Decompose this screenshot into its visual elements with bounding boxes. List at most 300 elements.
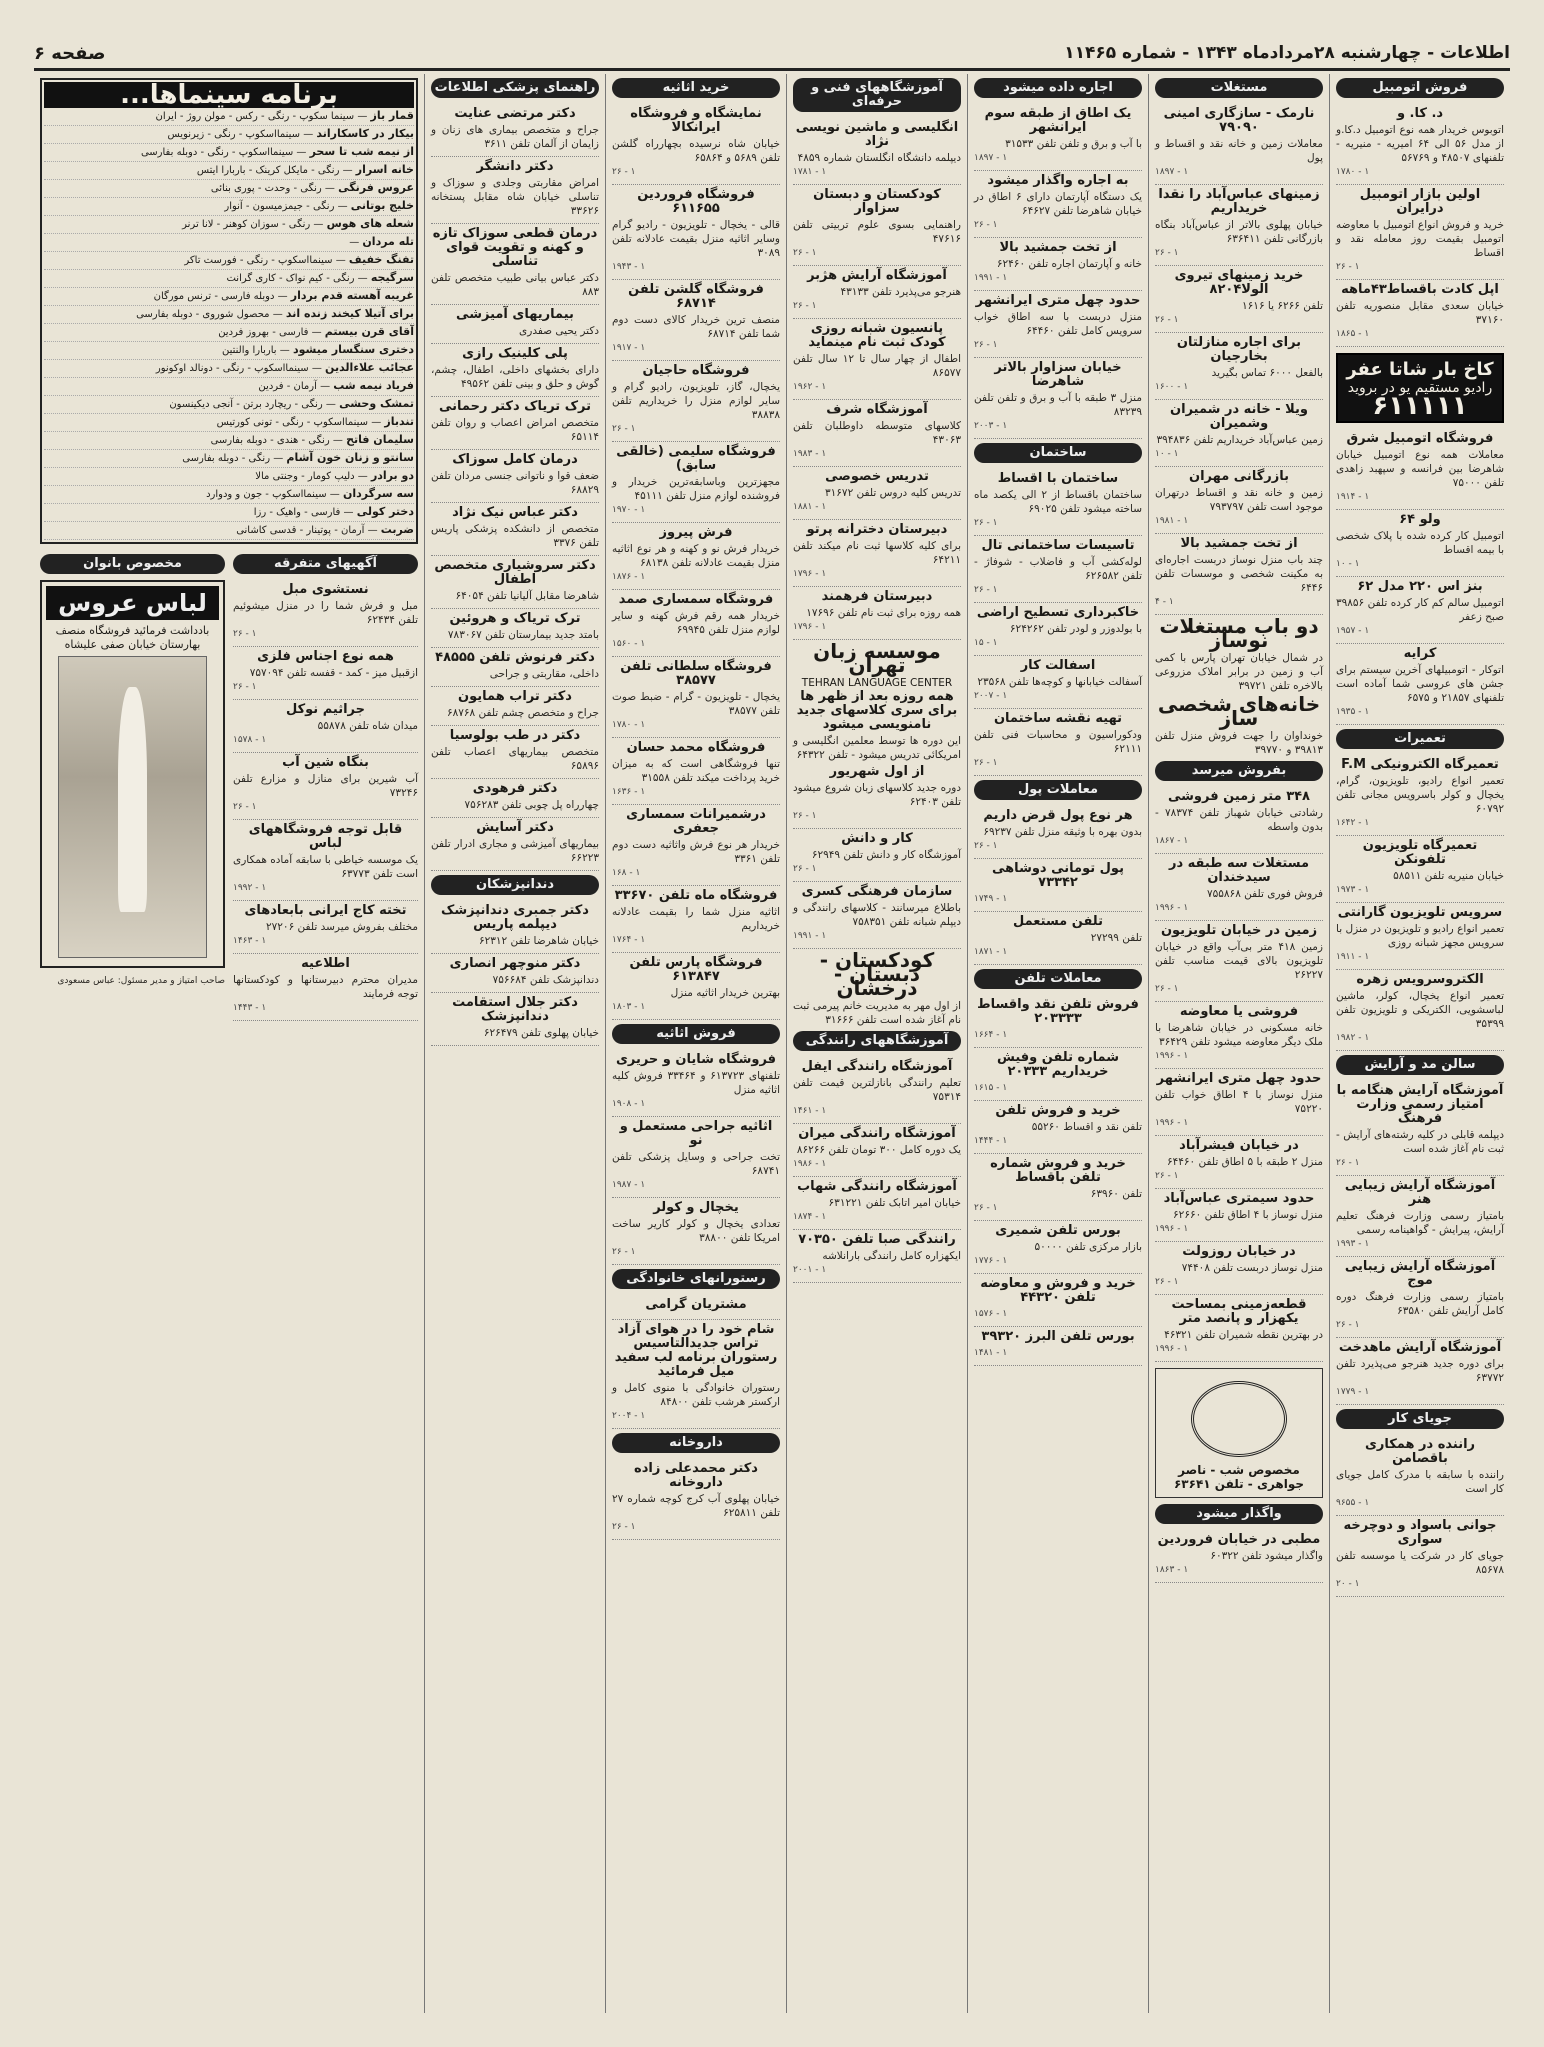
ad-code: ۱ - ۱۸۸۱	[793, 502, 827, 512]
ad-title: پول تومانی دوشاهی ۷۳۳۴۲	[992, 861, 1124, 890]
classified-ad	[612, 104, 780, 185]
ad-code: ۱ - ۱۰	[1336, 559, 1360, 569]
ad-title: بورس تلفن شمیری	[995, 1223, 1121, 1238]
ad-title: اسفالت کار	[1020, 658, 1096, 673]
ad-title: کودکستان و دبستان سزاوار	[813, 187, 941, 216]
language-center-headline: همه روزه بعد از ظهر ها برای سری کلاسهای جدید نامنویسی میشود	[796, 689, 958, 732]
ad-title: ترک تریاک و هروئین	[449, 611, 581, 626]
ad-code: ۱ - ۲۶	[1155, 248, 1179, 258]
classified-ad	[1336, 903, 1504, 970]
section-head: راهنمای پزشکی اطلاعات	[431, 78, 599, 98]
ad-body: فروش فوری تلفن ۷۵۵۸۶۸	[1207, 888, 1323, 900]
ad-title: دکتر دانشگر	[476, 159, 554, 174]
ad-body: تعلیم رانندگی بانازلترین قیمت تلفن ۷۵۳۱۴	[793, 1077, 961, 1103]
ad-list	[1155, 787, 1323, 1362]
column-real-estate	[1148, 74, 1329, 2013]
cinema-list	[44, 108, 414, 540]
logo-ad	[1155, 1368, 1323, 1498]
ad-body: آب شیرین برای منازل و مزارع تلفن ۷۳۲۴۶	[233, 773, 418, 799]
ad-title: نمایشگاه و فروشگاه ایرانکالا	[630, 106, 762, 135]
ad-body: ایکهزاره کامل رانندگی بارانلاشه	[822, 1250, 961, 1262]
ad-body: تعمیر انواع رادیو و تلویزیون در منزل با سرویس مجهز شبانه روزی	[1336, 923, 1504, 949]
classified-ad	[1155, 1242, 1323, 1295]
ad-title: قطعه‌زمینی بمساحت یکهزار و پانصد متر	[1171, 1297, 1307, 1326]
boxed-ad-line1: کاخ بار شاتا عفر	[1346, 359, 1494, 380]
ad-body: دیپلمه دانشگاه انگلستان شماره ۴۸۵۹	[797, 152, 961, 164]
ad-body: تخت جراحی و وسایل پزشکی تلفن ۶۸۷۴۱	[612, 1151, 780, 1177]
ad-body: منزل دربست با سه اطاق خواب سرویس کامل تلفن ۶۴۴۶۰	[974, 311, 1142, 337]
film-info: سینمااسکوپ - رنگی - تونی کورتیس	[216, 417, 369, 428]
ad-title: فروشگاه محمد حسان	[626, 740, 766, 755]
classified-ad	[612, 523, 780, 590]
ad-body: بهترین خریدار اثاثیه منزل	[670, 987, 780, 999]
ad-body: زمین عباس‌آباد خریداریم تلفن ۳۹۴۸۳۶	[1156, 434, 1323, 446]
classified-ad	[612, 886, 780, 953]
ad-body: منزل ۲ طبقه با ۵ اطاق تلفن ۶۴۴۶۰	[1167, 1156, 1323, 1168]
ad-body: با بولدوزر و لودر تلفن ۶۲۴۲۶۲	[1009, 623, 1142, 635]
ad-title: دبیرستان فرهمند	[821, 589, 933, 604]
ad-body: یک دستگاه آپارتمان دارای ۶ اطاق در خیابان شاهرضا تلفن ۶۴۶۲۷	[974, 191, 1143, 217]
ad-title: د. کا. و	[1396, 106, 1444, 121]
ad-code: ۱ - ۲۶	[793, 864, 817, 874]
ad-title: دکتر در طب بولوسیا	[449, 728, 581, 743]
ad-body: یک موسسه خیاطی با سابقه آماده همکاری است تلفن ۶۳۷۷۳	[233, 854, 418, 880]
film-info: رنگی - مایکل کرینک - باربارا ایتس	[196, 165, 340, 176]
ad-body: مدیران محترم دبیرستانها و کودکستانها توجه فرمایند	[233, 974, 418, 1000]
ad-list	[431, 901, 599, 1046]
ad-title: خیابان سزاوار بالاتر شاهرضا	[994, 360, 1122, 389]
ad-code: ۱ - ۲۶	[793, 811, 817, 821]
classified-ad	[431, 450, 599, 503]
ad-code: ۱ - ۲۶	[233, 629, 257, 639]
film-info: رنگی - جیمزمیسون - آنوار	[224, 201, 335, 212]
classified-ad	[1155, 854, 1323, 921]
section-head: فروش اثاثیه	[612, 1024, 780, 1044]
ad-code: ۱ - ۲۶	[974, 758, 998, 768]
column-furniture	[605, 74, 786, 2013]
classified-ad	[1155, 467, 1323, 534]
classified-ad	[612, 805, 780, 886]
cinema-entry: آقای قرن بیستم — فارسی - بهروز فردین	[44, 324, 414, 342]
cinema-entry: سرگیجه — رنگی - کیم نواک - کاری گرانت	[44, 270, 414, 288]
ad-code: ۱ - ۲۶	[1155, 315, 1179, 325]
ad-title: انگلیسی و ماشین نویسی نژاد	[795, 120, 959, 149]
ad-code: ۱ - ۱۹۵۷	[1336, 626, 1370, 636]
ad-title: شماره تلفن وفیش خریداریم ۲۰۳۳۳	[996, 1050, 1120, 1079]
column-cinema	[34, 74, 424, 2013]
ad-title: فروشی یا معاوضه	[1179, 1004, 1299, 1019]
classified-ad	[974, 806, 1142, 859]
classified-ad	[612, 1295, 780, 1320]
ad-body: یخچال - تلویزیون - گرام - ضبط صوت تلفن ۳۸۵۷۷	[612, 691, 780, 717]
ad-code: ۱ - ۲۰	[1336, 1579, 1360, 1589]
ad-body: خیابان پهلوی بالاتر از عباس‌آباد بنگاه بازرگانی تلفن ۶۳۶۴۱۱	[1155, 219, 1323, 245]
ad-code: ۱ - ۲۶	[974, 220, 998, 230]
ad-body: برای کلیه کلاسها ثبت نام میکند تلفن ۶۴۲۱۱	[793, 540, 961, 566]
ad-code: ۱ - ۲۰۰۱	[793, 1265, 827, 1275]
classified-ad	[431, 104, 599, 157]
classified-ad	[1336, 280, 1504, 347]
film-title: شعله های هوس	[326, 217, 414, 230]
cinema-entry: دختر کولی — فارسی - واهیک - رزا	[44, 504, 414, 522]
ad-body: بامتیاز رسمی وزارت فرهنگ تعلیم آرایش، پیرایش - گواهینامه رسمی	[1336, 1210, 1504, 1236]
ad-code: ۱ - ۲۶	[974, 518, 998, 528]
ad-body: مجهزترین وباسابقه‌ترین خریدار و فروشنده لوازم منزل تلفن ۴۵۱۱۱	[612, 476, 780, 502]
classified-ad	[233, 753, 418, 820]
ad-body: منصف ترین خریدار کالای دست دوم شما تلفن ۶۸۷۱۴	[612, 314, 780, 340]
film-info: محصول شوروی - دوبله بفارسی	[136, 309, 270, 320]
classified-ad	[612, 1320, 780, 1429]
ad-title: حدود سیمتری عباس‌آباد	[1163, 1191, 1315, 1206]
cinema-entry: عجائب علاءالدین — سینمااسکوپ - رنگی - دونالد اوکونور	[44, 360, 414, 378]
ad-title: زمین در خیابان تلویزیون	[1160, 923, 1318, 938]
ad-code: ۱ - ۲۶	[1336, 1158, 1360, 1168]
ad-body: امراض مقاربتی وجلدی و سوزاک و تناسلی خیابان شاه مقابل پستخانه ۳۳۶۲۶	[431, 177, 599, 217]
ad-code: ۱ - ۱۶۸	[612, 868, 641, 878]
ad-title: دکتر منوچهر انصاری	[449, 956, 581, 971]
ad-title: اپل کادت باقساط۴۳ماهه	[1341, 282, 1499, 297]
ad-body: تعمیر انواع رادیو، تلویزیون، گرام، یخچال و کولر باسرویس مجانی تلفن ۶۰۷۹۲	[1336, 775, 1504, 815]
ad-code: ۱ - ۱۵۶۰	[612, 639, 646, 649]
ad-title: خاکبرداری تسطیح اراضی	[976, 605, 1140, 620]
film-title: از نیمه شب تا سحر	[309, 145, 414, 158]
ad-code: ۱ - ۱۹۴۳	[612, 262, 646, 272]
page-number: صفحه ۶	[34, 42, 106, 64]
ad-body: تعمیر انواع یخچال، کولر، ماشین لباسشویی، الکتریکی و تلویزیون تلفن ۳۵۳۹۹	[1336, 990, 1504, 1030]
ad-code: ۱ - ۱۹۱۷	[612, 343, 646, 353]
classified-ad	[974, 238, 1142, 291]
section-head: دندانپزشکان	[431, 875, 599, 895]
classified-ad	[793, 1124, 961, 1177]
classified-ad	[1336, 1081, 1504, 1176]
classified-ad	[793, 829, 961, 882]
ad-code: ۱ - ۱۵	[974, 638, 998, 648]
classified-ad	[431, 726, 599, 779]
classified-ad	[974, 1221, 1142, 1274]
ad-list	[1336, 429, 1504, 725]
film-info: فارسی - بهروز فردین	[218, 327, 309, 338]
ad-body: بالفعل ۶۰۰۰ تماس بگیرید	[1211, 367, 1323, 379]
cinema-entry: سه سرگردان — سینمااسکوپ - جون و ودوارد	[44, 486, 414, 504]
big-ad-body: از اول مهر به مدیریت خانم پیرمی ثبت نام آغاز شده است تلفن ۳۱۶۶۶	[793, 1000, 961, 1026]
film-info: آرمان - فردین	[258, 381, 317, 392]
film-title: عجائب علاءالدین	[325, 361, 414, 374]
boxed-ad-phone: ۶۱۱۱۱۱	[1372, 391, 1468, 421]
ad-title: آموزشگاه آرایش زیبایی موج	[1344, 1259, 1496, 1288]
ad-title: یک اطاق از طبقه سوم ایرانشهر	[984, 106, 1132, 135]
ad-code: ۱ - ۱۹۹۶	[1155, 1224, 1189, 1234]
ad-title: دبیرستان دخترانه پرتو	[806, 522, 948, 537]
film-title: خلیج بوتانی	[350, 199, 414, 212]
ad-title: آموزشگاه رانندگی ایفل	[801, 1059, 953, 1074]
classified-ad	[1155, 185, 1323, 266]
spiral-logo-icon	[1191, 1381, 1287, 1457]
ad-title: به اجاره واگذار میشود	[987, 173, 1129, 188]
classified-ad	[793, 266, 961, 319]
classified-ad	[793, 467, 961, 520]
ad-code: ۱ - ۱۸۷۶	[612, 572, 646, 582]
ad-code: ۱ - ۲۰۰۷	[974, 691, 1008, 701]
ad-code: ۱ - ۲۶	[1336, 262, 1360, 272]
ad-code: ۱ - ۱۴۶۳	[233, 936, 267, 946]
ad-body: جراح و متخصص بیماری های زنان و زایمان از آلمان تلفن ۳۶۱۱	[431, 124, 599, 150]
film-title: دختر کولی	[356, 505, 414, 518]
film-title: سه سرگردان	[342, 487, 414, 500]
ad-title: در خیابان فیشرآباد	[1179, 1138, 1299, 1153]
ad-body: خیابان شاهرضا تلفن ۶۲۳۱۲	[478, 935, 599, 947]
classified-ad	[1336, 429, 1504, 510]
classified-ad	[974, 912, 1142, 965]
classified-ad	[1155, 1136, 1323, 1189]
ad-body: خیابان سعدی مقابل منصوریه تلفن ۳۷۱۶۰	[1336, 300, 1504, 326]
ad-code: ۱ - ۱۴۴۳	[233, 1003, 267, 1013]
ad-title: خرید و فروش و معاوضه تلفن ۴۴۳۲۰	[980, 1276, 1136, 1305]
women-section	[40, 550, 225, 1021]
ad-title: از تخت جمشید بالا	[1180, 536, 1298, 551]
cinema-entry: دختری سنگسار میشود — باربارا والنتین	[44, 342, 414, 360]
ad-title: در خیابان روزولت	[1182, 1244, 1296, 1259]
classified-ad	[1336, 1516, 1504, 1597]
ad-body: خانه و آپارتمان اجاره تلفن ۶۲۴۶۰	[996, 258, 1142, 270]
film-title: فریاد نیمه شب	[333, 379, 414, 392]
ad-code: ۱ - ۱۹۶۲	[793, 382, 827, 392]
cinema-entry: تله مردان —	[44, 234, 414, 252]
ad-list	[974, 104, 1142, 439]
ad-body: تلفن ۶۲۶۶ یا ۱۶۱۶	[1242, 300, 1323, 312]
film-title: بیکار در کاسکاراند	[316, 127, 414, 140]
ad-body: اطفال از چهار سال تا ۱۲ سال تلفن ۸۶۵۷۷	[793, 353, 961, 379]
classified-ad	[612, 185, 780, 280]
classified-ad	[793, 520, 961, 587]
ad-body: بدون بهره با وثیقه منزل تلفن ۶۹۲۳۷	[983, 826, 1142, 838]
ad-title: پلی کلینیک رازی	[462, 346, 568, 361]
classified-ad	[974, 1274, 1142, 1327]
ad-code: ۱ - ۱۸۶۷	[1155, 836, 1189, 846]
film-title: سانتو و زنان خون آشام	[286, 451, 414, 464]
film-title: غریبه آهسته قدم بردار	[290, 289, 414, 302]
ad-title: فروشگاه گلشن تلفن ۶۸۷۱۴	[628, 282, 764, 311]
ad-title: آموزشگاه آرایش زیبایی هنر	[1344, 1178, 1496, 1207]
film-info: فارسی - واهیک - رزا	[253, 507, 341, 518]
ad-code: ۱ - ۱۷۶۴	[612, 935, 646, 945]
ad-code: ۱ - ۱۹۹۶	[1155, 1118, 1189, 1128]
ad-body: ازقبیل میز - کمد - قفسه تلفن ۷۵۷۰۹۴	[249, 667, 418, 679]
classified-ad	[1336, 970, 1504, 1051]
section-head: آموزشگاههای فنی و حرفه‌ای	[793, 78, 961, 112]
ad-body: آموزشگاه کار و دانش تلفن ۶۲۹۴۹	[811, 849, 961, 861]
publisher-footer: صاحب امتیاز و مدیر مسئول: عباس مسعودی	[57, 976, 225, 986]
film-title: تمشک وحشی	[339, 397, 414, 410]
ad-code: ۱ - ۲۶	[612, 1247, 636, 1257]
ad-body: خیابان پهلوی تلفن ۶۲۶۴۷۹	[483, 1027, 599, 1039]
ad-title: پانسیون شبانه روزی کودک ثبت نام مینماید	[808, 321, 946, 350]
cinema-entry: از نیمه شب تا سحر — سینمااسکوپ - رنگی - دوبله بفارسی	[44, 144, 414, 162]
masthead-issue: اطلاعات - چهارشنبه ۲۸مرداد‌ماه ۱۳۴۳ - شماره ۱۱۴۶۵	[1064, 43, 1510, 63]
ad-code: ۱ - ۲۶	[233, 682, 257, 692]
ad-title: رانندگی صبا تلفن ۷۰۳۵۰	[798, 1232, 956, 1247]
classified-ad	[1155, 534, 1323, 615]
ad-title: مشتریان گرامی	[645, 1297, 747, 1312]
ad-title: درمان کامل سوزاک	[452, 452, 578, 467]
ad-title: فروشگاه سلطانی تلفن ۳۸۵۷۷	[620, 659, 772, 688]
ad-title: سازمان فرهنگی کسری	[801, 884, 953, 899]
big-ad-title: خانه‌های شخصی ساز	[1157, 692, 1321, 730]
ad-list	[793, 118, 961, 640]
ad-body: در بهترین نقطه شمیران تلفن ۴۶۳۲۱	[1164, 1329, 1323, 1341]
classified-ad	[974, 656, 1142, 709]
classified-ad	[431, 901, 599, 954]
ad-title: هر نوع پول قرض داریم	[983, 808, 1133, 823]
classified-ad	[974, 536, 1142, 603]
boxed-ad-line2: رادیو مستقیم یو در بروید	[1347, 380, 1493, 396]
film-title: سرگیجه	[370, 271, 414, 284]
ad-code: ۱ - ۱۹۱۴	[1336, 492, 1370, 502]
ad-body: تنها فروشگاهی است که به میزان خرید پرداخت میکند تلفن ۳۱۵۵۸	[612, 758, 780, 784]
ad-body: اثاثیه منزل شما را بقیمت عادلانه خریداریم	[612, 906, 780, 932]
ad-code: ۱ - ۱۴۴۴	[974, 1136, 1008, 1146]
classified-ad	[1336, 185, 1504, 280]
ad-code: ۱ - ۱۶۶۴	[974, 1030, 1008, 1040]
section-head: مستغلات	[1155, 78, 1323, 98]
ad-title: تلفن مستعمل	[1012, 914, 1103, 929]
classified-ad	[431, 648, 599, 687]
classified-ad	[974, 358, 1142, 439]
ad-body: برای دوره جدید هنرجو می‌پذیرد تلفن ۶۳۷۷۲	[1336, 1358, 1504, 1384]
classified-ad	[793, 762, 961, 829]
classified-ad	[974, 1048, 1142, 1101]
ad-title: تاسیسات ساختمانی تال	[981, 538, 1135, 553]
ad-code: ۱ - ۱۷۹۶	[793, 569, 827, 579]
ad-title: سرویس تلویزیون گارانتی	[1337, 905, 1503, 920]
film-title: سلیمان فاتح	[346, 433, 414, 446]
ad-title: تهیه نقشه ساختمان	[993, 711, 1123, 726]
ad-title: نستشوی مبل	[282, 582, 369, 597]
film-title: قمار باز	[370, 109, 414, 122]
ad-title: جوانی باسواد و دوچرخه سواری	[1343, 1518, 1497, 1547]
ad-list	[793, 762, 961, 949]
ad-code: ۱ - ۲۶	[974, 585, 998, 595]
classified-ad	[1155, 1069, 1323, 1136]
ad-body: خیابان پهلوی آب کرج کوچه شماره ۲۷ تلفن ۶۲۵۸۱۱	[612, 1493, 780, 1519]
ad-code: ۱ - ۱۶۴۲	[1336, 818, 1370, 828]
ad-body: خیابان امیر اتابک تلفن ۶۳۱۲۲۱	[828, 1197, 961, 1209]
ad-list	[793, 1057, 961, 1283]
ad-body: دندانپزشک تلفن ۷۵۶۶۸۴	[492, 974, 599, 986]
ad-body: دکتر عباس بیانی طبیب متخصص تلفن ۸۸۳	[431, 272, 599, 298]
ad-title: ساختمان با اقساط	[997, 471, 1119, 486]
ad-title: کرایه	[1403, 646, 1437, 661]
ad-body: واگذار میشود تلفن ۶۰۳۲۲	[1210, 1550, 1323, 1562]
classified-ad	[974, 469, 1142, 536]
ad-code: ۱ - ۱۹۸۳	[793, 449, 827, 459]
film-info: رنگی - ریچارد برتن - آنجی دیکینسون	[169, 399, 323, 410]
film-info: آرمان - پوتینار - قدسی کاشانی	[236, 525, 365, 536]
ad-title: خرید زمینهای تیروی الولا۸۲۰۴	[1174, 268, 1304, 297]
ad-title: فروشگاه ماه تلفن ۳۳۶۷۰	[614, 888, 778, 903]
ad-body: منزل نوساز با ۴ اطاق خواب تلفن ۷۵۲۲۰	[1155, 1089, 1323, 1115]
ad-code: ۱ - ۲۰۰۴	[612, 1411, 646, 1421]
section-head: واگذار میشود	[1155, 1504, 1323, 1524]
ad-code: ۱ - ۲۶	[793, 248, 817, 258]
ad-body: داخلی، مقاربتی و جراحی	[489, 668, 599, 680]
ad-body: متخصص امراض اعصاب و روان تلفن ۶۵۱۱۴	[431, 417, 599, 443]
ad-body: زمین ۴۱۸ متر بی‌آب واقع در خیابان تلویزیون بالای قیمت مناسب تلفن ۲۶۲۲۷	[1155, 941, 1323, 981]
cinema-entry: شعله های هوس — رنگی - سوزان کوهنر - لانا ترنر	[44, 216, 414, 234]
bridal-banner: لباس عروس	[46, 586, 219, 620]
ad-code: ۱ - ۲۶	[1155, 1171, 1179, 1181]
cinema-entry: سلیمان فاتح — رنگی - هندی - دوبله بفارسی	[44, 432, 414, 450]
ad-body: یک دوره کامل ۳۰۰ تومان تلفن ۸۶۲۶۶	[796, 1144, 961, 1156]
classified-ad	[612, 1050, 780, 1117]
ad-code: ۱ - ۱۵۷۶	[974, 1309, 1008, 1319]
ad-list	[612, 1459, 780, 1540]
ad-list	[612, 1050, 780, 1265]
ad-title: دکتر سروشیاری متخصص اطفال	[434, 558, 596, 587]
ad-title: تدریس خصوصی	[825, 469, 929, 484]
cinema-title: برنامه سینماها...	[44, 82, 414, 108]
classified-ad	[793, 185, 961, 266]
ad-title: مستغلات سه طبقه در سیدخندان	[1168, 856, 1310, 885]
section-head: سالن مد و آرایش	[1336, 1055, 1504, 1075]
ad-list	[1336, 755, 1504, 1051]
ad-list	[612, 1295, 780, 1429]
film-info: رنگی - دوبله بفارسی	[182, 453, 271, 464]
film-info: سینمااسکوپ - رنگی - دوبله بفارسی	[140, 147, 294, 158]
ad-title: خرید و فروش شماره تلفن باقساط	[990, 1156, 1126, 1185]
ad-code: ۱ - ۱۹۹۳	[1336, 1239, 1370, 1249]
ad-body: دوره جدید کلاسهای زبان شروع میشود تلفن ۶۲۴۰۳	[793, 782, 961, 808]
classified-ad	[612, 361, 780, 442]
classified-ad	[431, 305, 599, 344]
language-center-title: موسسه زبان تهران	[813, 639, 941, 677]
film-info: رنگی - سوزان کوهنر - لانا ترنر	[182, 219, 311, 230]
ad-code: ۱ - ۱۷۸۰	[1336, 167, 1370, 177]
classified-ad	[974, 171, 1142, 238]
column-schools	[786, 74, 967, 2013]
language-center-english: TEHRAN LANGUAGE CENTER	[801, 677, 953, 689]
ad-title: حدود چهل متری ایرانشهر	[975, 293, 1141, 308]
classified-ad	[974, 1154, 1142, 1221]
ad-title: از اول شهریور	[829, 764, 925, 779]
ad-code: ۱ - ۱۹۹۶	[1155, 1344, 1189, 1354]
bride-photo	[58, 656, 207, 958]
ad-code: ۱ - ۱۹۹۶	[1155, 1051, 1189, 1061]
ad-body: اتومبیل کار کرده شده با پلاک شخصی با بیمه اقساط	[1336, 530, 1504, 556]
ad-code: ۱ - ۱۶۱۵	[974, 1083, 1008, 1093]
classified-ad	[793, 400, 961, 467]
section-head: رستورانهای خانوادگی	[612, 1269, 780, 1289]
classified-ad	[974, 995, 1142, 1048]
classified-ad	[974, 1327, 1142, 1366]
ad-code: ۱ - ۱۷۸۰	[612, 720, 646, 730]
classified-ad	[1155, 1189, 1323, 1242]
cinema-entry: دو برادر — دلیپ کومار - وجنتی مالا	[44, 468, 414, 486]
ad-list	[1155, 104, 1323, 615]
section-head: معاملات تلفن	[974, 969, 1142, 989]
ad-code: ۱ - ۱۹۸۶	[793, 1159, 827, 1169]
classified-ad	[1336, 1176, 1504, 1257]
classified-ad	[233, 647, 418, 700]
film-info: دلیپ کومار - وجنتی مالا	[255, 471, 355, 482]
ad-body: دارای بخشهای داخلی، اطفال، چشم، گوش و حلق و بینی تلفن ۴۹۵۶۲	[431, 364, 599, 390]
cinema-entry: تندباز — سینمااسکوپ - رنگی - تونی کورتیس	[44, 414, 414, 432]
ad-title: فروشگاه اتومبیل شرق	[1346, 431, 1494, 446]
classified-ad	[233, 820, 418, 901]
ad-body: خانه مسکونی در خیابان شاهرضا با ملک دیگر معاوضه میشود تلفن ۳۶۴۲۹	[1155, 1022, 1323, 1048]
cinema-entry: خانه اسرار — رنگی - مایکل کرینک - باربارا ایتس	[44, 162, 414, 180]
ad-title: یخچال و کولر	[653, 1200, 739, 1215]
ad-title: مطبی در خیابان فروردین	[1157, 1532, 1321, 1547]
